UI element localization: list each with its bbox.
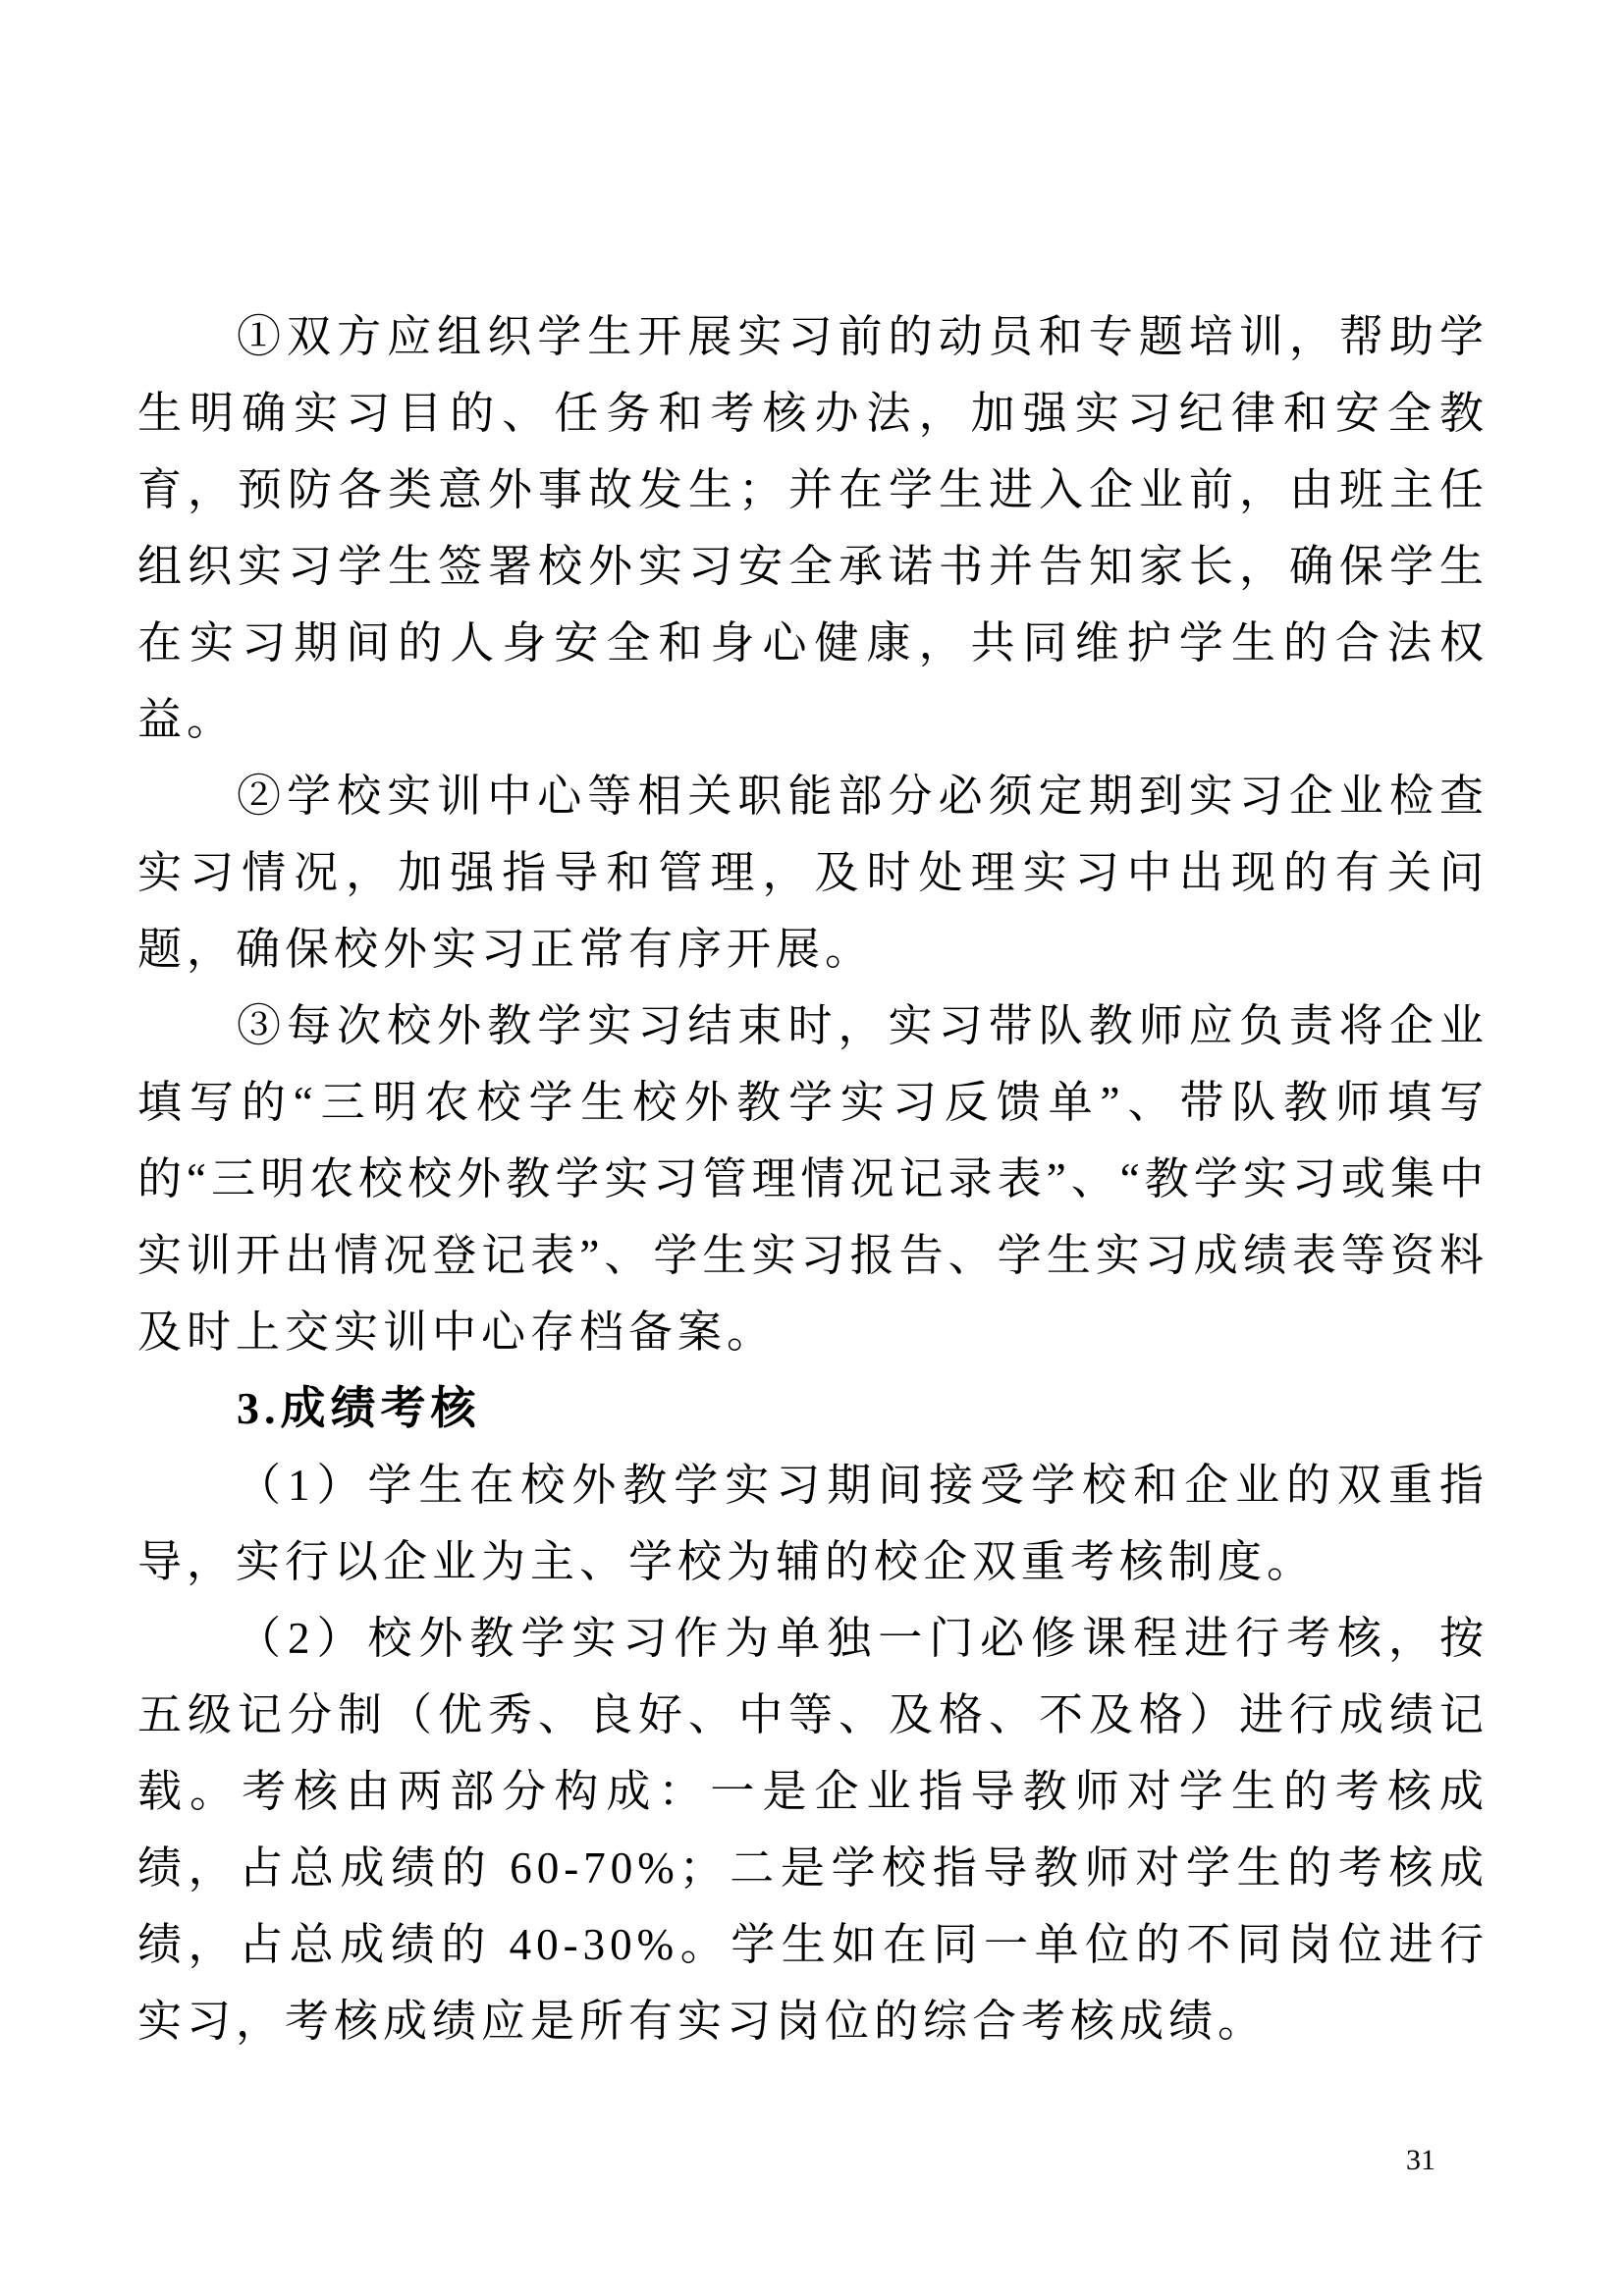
paragraph-dual-guidance: （1）学生在校外教学实习期间接受学校和企业的双重指导，实行以企业为主、学校为辅的校企双重考核制度。: [137, 1461, 1489, 1586]
paragraph-archive-materials: ③每次校外教学实习结束时，实习带队教师应负责将企业填写的“三明农校学生校外教学实习反馈单”、带队教师填写的“三明农校校外教学实习管理情况记录表”、“教学实习或集中实训开出情况登记表”、学生实习报告、学生实习成绩表等资料及时上交实训中心存档备案。: [137, 1001, 1489, 1357]
paragraph-grading-scheme: （2）校外教学实习作为单独一门必修课程进行考核，按五级记分制（优秀、良好、中等、及格、不及格）进行成绩记载。考核由两部分构成：一是企业指导教师对学生的考核成绩，占总成绩的 60-70%；二是学校指导教师对学生的考核成绩，占总成绩的 40-30%。学生如在同一单位的不同岗位进行实习，考核成绩应是所有实习岗位的综合考核成绩。: [137, 1614, 1489, 2046]
document-body: [137, 298, 1489, 2059]
page-number: 31: [1406, 2144, 1435, 2176]
section-heading-grade-assessment: 3.成绩考核: [237, 1383, 481, 1433]
paragraph-training-center-inspection: ②学校实训中心等相关职能部分必须定期到实习企业检查实习情况，加强指导和管理，及时处理实习中出现的有关问题，确保校外实习正常有序开展。: [137, 772, 1489, 974]
paragraph-internship-pretraining: ①双方应组织学生开展实习前的动员和专题培训，帮助学生明确实习目的、任务和考核办法，加强实习纪律和安全教育，预防各类意外事故发生；并在学生进入企业前，由班主任组织实习学生签署校外实习安全承诺书并告知家长，确保学生在实习期间的人身安全和身心健康，共同维护学生的合法权益。: [137, 312, 1489, 744]
